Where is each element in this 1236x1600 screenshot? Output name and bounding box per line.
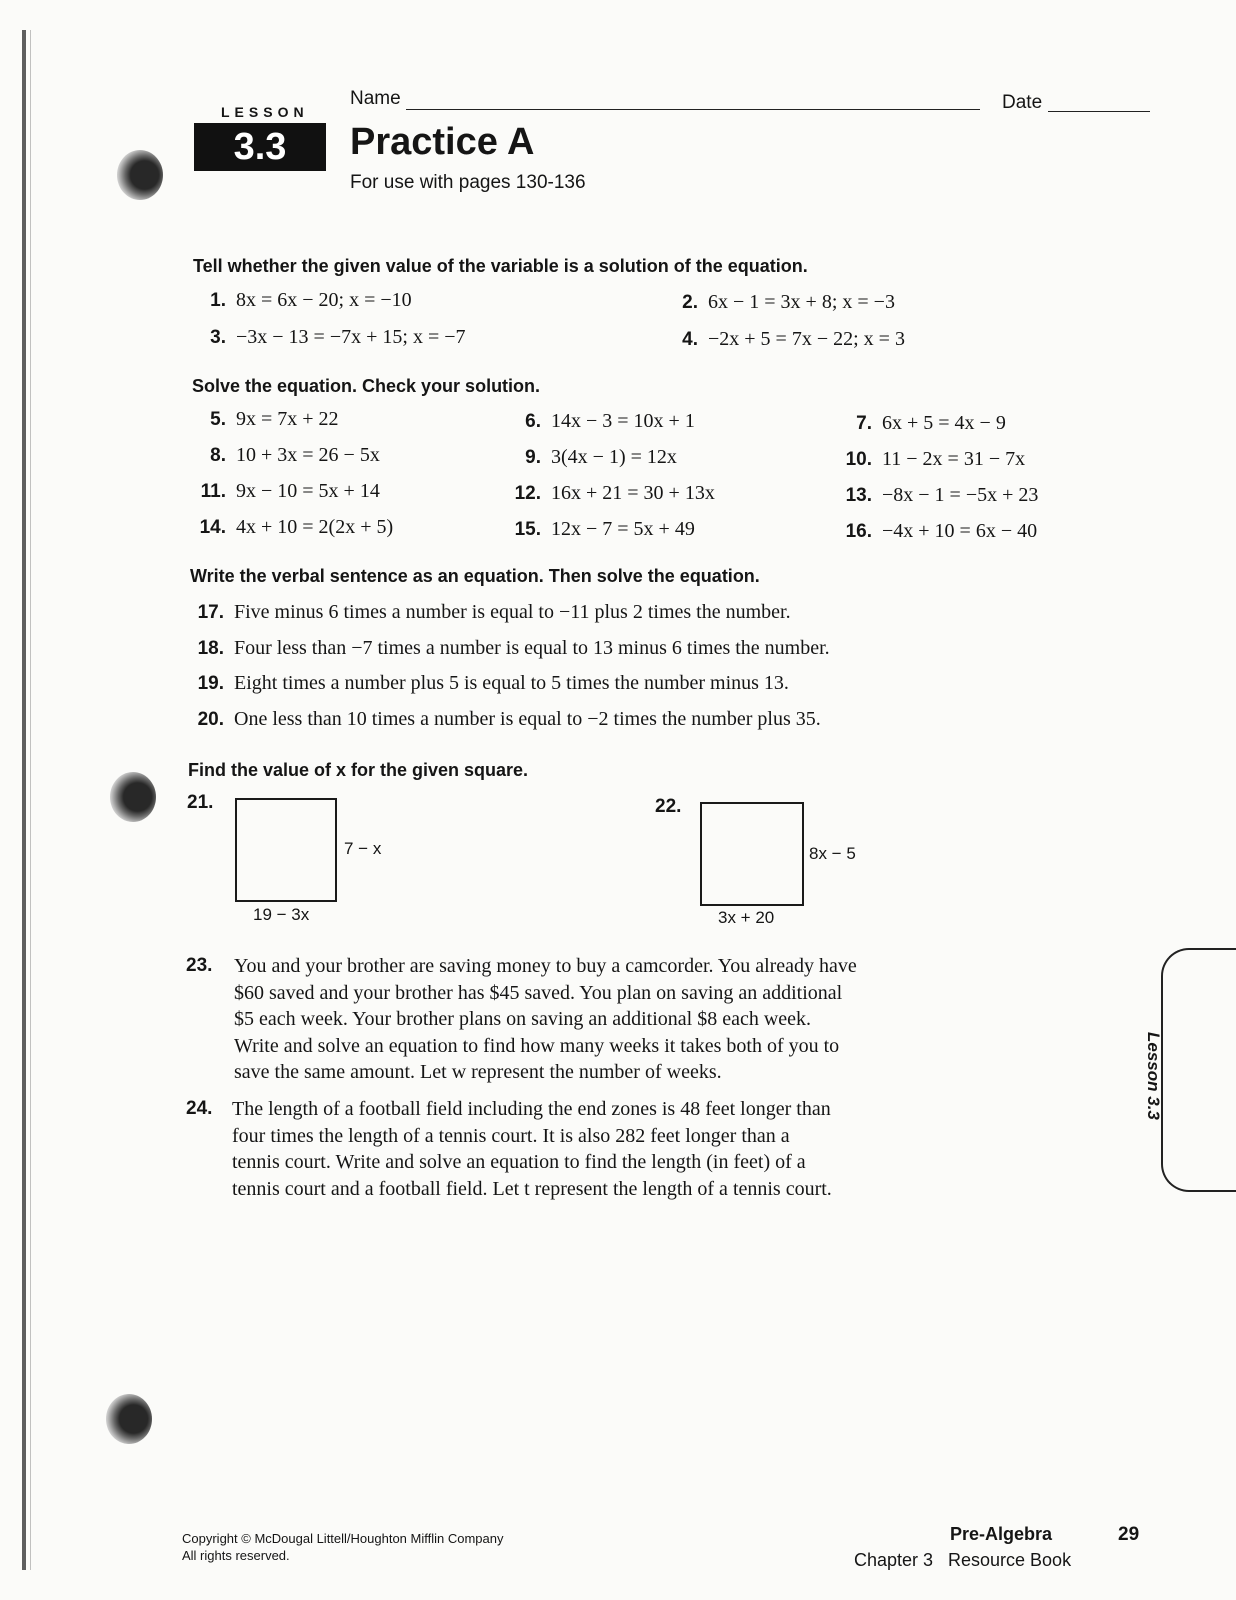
problem-text: Eight times a number plus 5 is equal to 5 times the number minus 13. [234, 672, 789, 694]
problem-23-line-3: $5 each week. Your brother plans on saving an additional $8 each week. [234, 1008, 812, 1030]
square-22-side-label: 8x − 5 [809, 844, 856, 863]
problem-text: −4x + 10 = 6x − 40 [882, 520, 1038, 542]
problem-text: Four less than −7 times a number is equal to 13 minus 6 times the number. [234, 637, 830, 659]
problem-3 [200, 326, 466, 349]
problem-14 [190, 516, 393, 539]
problem-number: 9. [525, 447, 541, 468]
page-number: 29 [1118, 1524, 1140, 1545]
problem-text: −8x − 1 = −5x + 23 [882, 484, 1039, 506]
chapter-label: Chapter 3 [854, 1550, 934, 1570]
punch-hole-middle [110, 772, 156, 822]
problem-text: 6x − 1 = 3x + 8; x = −3 [708, 291, 895, 313]
problem-number: 15. [514, 519, 541, 540]
name-label: Name [350, 88, 401, 109]
problem-23-line-2: $60 saved and your brother has $45 saved. You plan on saving an additional [234, 981, 843, 1004]
section4-instruction: Find the value of x for the given square. [188, 760, 529, 780]
copyright-line-1: Copyright © McDougal Littell/Houghton Mifflin Company [182, 1531, 504, 1546]
problem-text: One less than 10 times a number is equal to −2 times the number plus 35. [234, 708, 821, 730]
problem-5 [190, 408, 339, 431]
book-title: Pre-Algebra [950, 1524, 1053, 1544]
problem-text: −3x − 13 = −7x + 15; x = −7 [236, 326, 466, 348]
problem-number: 1. [210, 290, 226, 311]
problem-text: 14x − 3 = 10x + 1 [551, 410, 695, 432]
problem-15 [505, 518, 695, 541]
problem-number: 24. [186, 1098, 213, 1119]
binding-edge-shadow [30, 30, 31, 1570]
problem-20 [188, 708, 821, 731]
problem-number: 14. [199, 517, 226, 538]
punch-hole-top [117, 150, 163, 200]
problem-text: 4x + 10 = 2(2x + 5) [236, 516, 394, 538]
side-tab [1161, 948, 1236, 1192]
copyright-line-2: All rights reserved. [182, 1548, 290, 1563]
page-subtitle: For use with pages 130-136 [350, 172, 586, 193]
problem-number: 11. [200, 481, 226, 502]
section2-instruction: Solve the equation. Check your solution. [192, 376, 541, 396]
problem-number: 16. [845, 521, 872, 542]
problem-24-line-3: tennis court. Write and solve an equation to find the length (in feet) of a [232, 1151, 806, 1173]
problem-7 [836, 412, 1006, 435]
problem-number: 8. [210, 445, 226, 466]
side-tab-label: Lesson 3.3 [1144, 1032, 1163, 1120]
copyright [182, 1530, 504, 1564]
square-22 [700, 802, 804, 906]
problem-text: 10 + 3x = 26 − 5x [236, 444, 380, 466]
section3-instruction: Write the verbal sentence as an equation. Then solve the equation. [190, 566, 760, 586]
problem-2 [672, 291, 895, 314]
problem-number: 18. [197, 638, 224, 659]
punch-hole-bottom [106, 1394, 152, 1444]
problem-number: 6. [525, 411, 541, 432]
resource-label: Resource Book [948, 1550, 1072, 1570]
problem-10 [836, 448, 1025, 471]
date-label: Date [1002, 92, 1043, 113]
problem-number: 7. [856, 413, 872, 434]
problem-number: 3. [210, 327, 226, 348]
problem-text: Five minus 6 times a number is equal to −11 plus 2 times the number. [234, 601, 791, 623]
problem-23-line-1: You and your brother are saving money to buy a camcorder. You already have [234, 955, 857, 977]
problem-number: 4. [682, 329, 698, 350]
problem-number: 19. [197, 673, 224, 694]
problem-16 [836, 520, 1037, 543]
problem-number: 10. [845, 449, 872, 470]
page-title: Practice A [350, 121, 535, 163]
problem-12 [505, 482, 715, 505]
square-21-side-label: 7 − x [344, 839, 382, 858]
problem-9 [505, 446, 677, 469]
problem-23 [186, 953, 926, 1088]
problem-21-number: 21. [187, 792, 214, 813]
problem-text: 9x = 7x + 22 [236, 408, 339, 430]
square-21-bottom-label: 19 − 3x [253, 905, 310, 924]
problem-number: 17. [197, 602, 224, 623]
date-field-line[interactable] [1048, 111, 1150, 112]
problem-22-number: 22. [655, 796, 682, 817]
problem-8 [190, 444, 380, 467]
problem-6 [505, 410, 695, 433]
problem-4 [672, 328, 905, 351]
problem-23-line-5: save the same amount. Let w represent the number of weeks. [234, 1061, 722, 1083]
problem-19 [188, 672, 789, 695]
problem-18 [188, 637, 830, 660]
problem-24-line-1: The length of a football field including the end zones is 48 feet longer than [232, 1098, 831, 1120]
problem-24 [186, 1096, 926, 1206]
problem-text: 6x + 5 = 4x − 9 [882, 412, 1006, 434]
lesson-label: LESSON [221, 104, 309, 120]
problem-number: 23. [186, 955, 213, 976]
problem-1 [200, 289, 412, 312]
problem-11 [190, 480, 380, 503]
problem-number: 2. [682, 292, 698, 313]
problem-number: 13. [845, 485, 872, 506]
problem-text: 16x + 21 = 30 + 13x [551, 482, 715, 504]
problem-number: 5. [210, 409, 226, 430]
problem-text: 8x = 6x − 20; x = −10 [236, 289, 412, 311]
binding-edge [22, 30, 26, 1570]
square-21 [235, 798, 337, 902]
problem-text: 9x − 10 = 5x + 14 [236, 480, 380, 502]
problem-24-line-2: four times the length of a tennis court. It is also 282 feet longer than a [232, 1124, 790, 1147]
problem-13 [836, 484, 1038, 507]
problem-23-line-4: Write and solve an equation to find how many weeks it takes both of you to [234, 1034, 840, 1057]
lesson-number-badge: 3.3 [194, 123, 326, 171]
problem-text: 12x − 7 = 5x + 49 [551, 518, 695, 540]
section1-instruction: Tell whether the given value of the variable is a solution of the equation. [193, 256, 808, 276]
problem-number: 12. [514, 483, 541, 504]
problem-24-line-4: tennis court and a football field. Let t represent the length of a tennis court. [232, 1177, 832, 1200]
square-22-bottom-label: 3x + 20 [718, 908, 775, 927]
problem-text: −2x + 5 = 7x − 22; x = 3 [708, 328, 905, 350]
problem-text: 11 − 2x = 31 − 7x [882, 448, 1026, 470]
problem-number: 20. [197, 709, 224, 730]
name-field-line[interactable] [406, 109, 980, 110]
problem-17 [188, 601, 791, 624]
problem-text: 3(4x − 1) = 12x [551, 446, 677, 468]
